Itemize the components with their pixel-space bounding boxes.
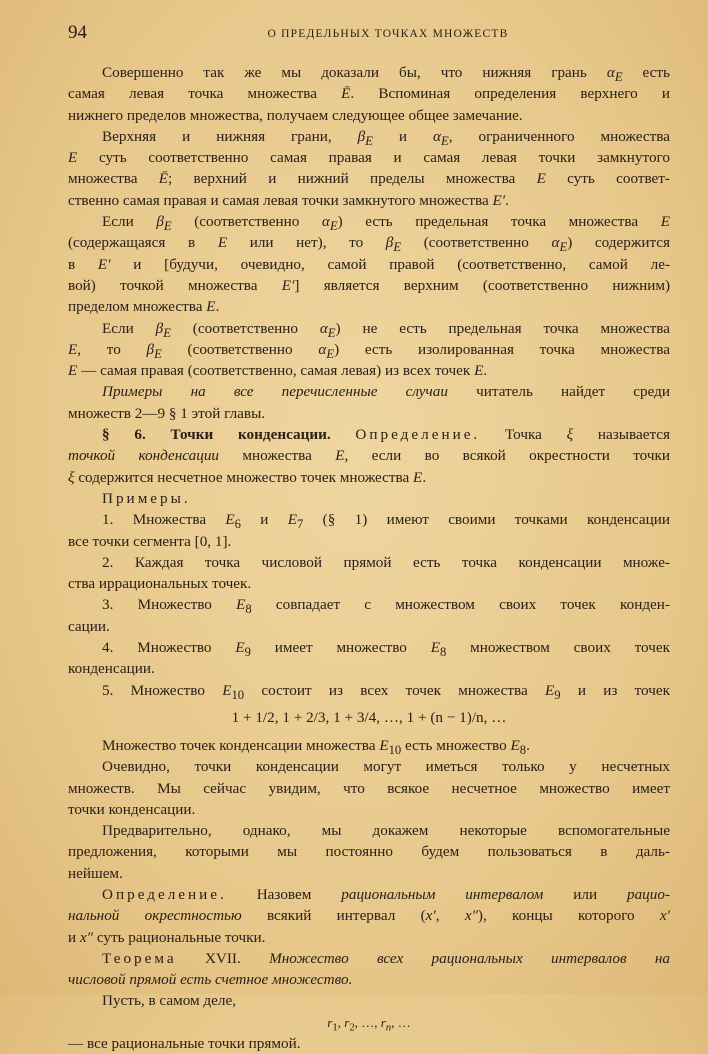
text-line: Если $\beta_E$ (соответственно $\alpha_E$) не есть предельная точка множества [102, 319, 670, 339]
text-line: предложения, которыми мы постоянно будем пользоваться в даль- [68, 843, 670, 861]
theorem-line: числовой прямой есть счетное множество. [68, 971, 353, 989]
text-line: и x″ суть рациональные точки. [68, 928, 266, 946]
text-line: конденсации. [68, 660, 155, 678]
page-body [68, 62, 670, 1054]
text-line: Очевидно, точки конденсации могут иметься только у несчетных [102, 758, 670, 776]
text-line: — все рациональные точки прямой. [68, 1035, 301, 1053]
section-heading-line: § 6. Точки конденсации. Определение. Точка ξ называется [102, 426, 670, 444]
text-line: E — самая правая (соответственно, самая левая) из всех точек E. [68, 362, 488, 380]
text-line: множества Ē; верхний и нижний пределы множества E суть соответ- [68, 170, 670, 188]
text-line: Предварительно, однако, мы докажем некоторые вспомогательные [102, 822, 670, 840]
text-line: множеств. Мы сейчас увидим, что всякое несчетное множество имеет [68, 779, 670, 797]
formula-sequence: 1 + 1/2, 1 + 2/3, 1 + 3/4, …, 1 + (n − 1)/n, … [231, 708, 507, 726]
text-line: нижнего пределов множества, получаем следующее общее замечание. [68, 106, 523, 124]
text-line: Совершенно так же мы доказали бы, что нижняя грань $\alpha_E$ есть [102, 64, 670, 84]
examples-heading: Примеры. [102, 489, 191, 507]
text-line: 1. Множества $E_6$ и $E_7$ (§ 1) имеют своими точками конденсации [102, 511, 670, 531]
theorem-line: Теорема XVII. Множество всех рациональных интервалов на [102, 949, 670, 967]
text-line: ства иррациональных точек. [68, 575, 252, 593]
text-line: ξ содержится несчетное множество точек множества E. [68, 468, 427, 486]
running-title: О ПРЕДЕЛЬНЫХ ТОЧКАХ МНОЖЕСТВ [267, 28, 509, 40]
text-line: нальной окрестностью всякий интервал (x′, x″), концы которого x′ [68, 907, 670, 925]
text-line: нейшем. [68, 864, 123, 882]
definition-line: Определение. Назовем рациональным интервалом или рацио- [102, 885, 670, 903]
text-line: Пусть, в самом деле, [102, 992, 237, 1010]
text-line: 5. Множество $E_{10}$ состоит из всех точек множества $E_9$ и из точек [102, 681, 670, 701]
text-line: 2. Каждая точка числовой прямой есть точка конденсации множе- [102, 553, 670, 571]
text-line: в E′ и [будучи, очевидно, самой правой (соответственно, самой ле- [68, 255, 670, 273]
text-line: E, то $\beta_E$ (соответственно $\alpha_E$) есть изолированная точка множества [68, 340, 670, 361]
text-line: (содержащаяся в E или нет), то $\beta_E$ (соответственно $\alpha_E$) содержится [68, 234, 670, 254]
text-line: сации. [68, 617, 110, 635]
text-line: Верхняя и нижняя грани, $\beta_E$ и $\alpha_E$, ограниченного множества [102, 127, 670, 148]
text-line: самая левая точка множества Ē. Вспоминая определения верхнего и [68, 85, 670, 103]
text-line: Примеры на все перечисленные случаи читатель найдет среди [102, 383, 670, 401]
text-line: Множество точек конденсации множества $E_{10}$ есть множество $E_8$. [102, 736, 530, 757]
page-header [68, 22, 668, 46]
page-number: 94 [68, 22, 87, 43]
formula-rationals: $r_1$, $r_2$, …, $r_n$, … [327, 1014, 411, 1034]
text-line: Если $\beta_E$ (соответственно $\alpha_E$) есть предельная точка множества E [102, 213, 670, 233]
text-line: пределом множества E. [68, 298, 220, 316]
text-line: точкой конденсации множества E, если во всякой окрестности точки [68, 447, 670, 465]
text-line: точки конденсации. [68, 800, 196, 818]
text-line: ственно самая правая и самая левая точки замкнутого множества E′. [68, 191, 509, 209]
text-line: множеств 2—9 § 1 этой главы. [68, 404, 266, 422]
text-line: вой) точкой множества E′] является верхним (соответственно нижним) [68, 276, 670, 294]
text-line: 4. Множество $E_9$ имеет множество $E_8$ множеством своих точек [102, 639, 670, 659]
text-line: E суть соответственно самая правая и самая левая точки замкнутого [68, 149, 670, 167]
text-line: 3. Множество $E_8$ совпадает с множеством своих точек конден- [102, 596, 670, 616]
text-line: все точки сегмента [0, 1]. [68, 532, 232, 550]
